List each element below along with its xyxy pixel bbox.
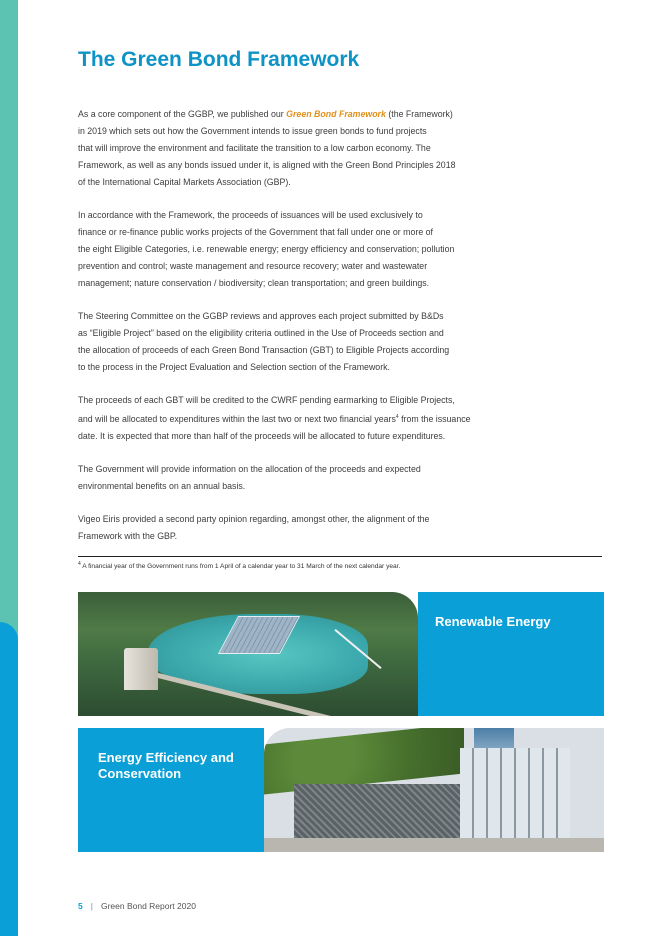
valve-tower xyxy=(124,648,158,690)
footnote-divider xyxy=(78,556,602,557)
paragraph-line: In accordance with the Framework, the proceeds of issuances will be used exclusively to xyxy=(78,209,423,220)
body-text xyxy=(78,106,518,561)
paragraph-5 xyxy=(78,461,518,495)
paragraph-line: The proceeds of each GBT will be credited to the CWRF pending earmarking to Eligible Projects, xyxy=(78,394,455,405)
renewable-energy-tile xyxy=(418,592,604,716)
paragraph-line: to the process in the Project Evaluation and Selection section of the Framework. xyxy=(78,361,390,372)
footnote-text: A financial year of the Government runs from 1 April of a calendar year to 31 March of the next calendar year. xyxy=(80,563,401,571)
paragraph-line xyxy=(78,409,518,428)
paragraph-line: the eight Eligible Categories, i.e. renewable energy; energy efficiency and conservation; pollution xyxy=(78,243,455,254)
paragraph-6 xyxy=(78,511,518,545)
footnote-reference[interactable]: 4 xyxy=(395,413,399,420)
paragraph-line: of the International Capital Markets Association (GBP). xyxy=(78,176,291,187)
paragraph-line: in 2019 which sets out how the Government intends to issue green bonds to fund projects xyxy=(78,125,427,136)
paragraph-line: The Steering Committee on the GGBP reviews and approves each project submitted by B&Ds xyxy=(78,310,444,321)
footnote xyxy=(78,561,400,570)
paragraph-line: environmental benefits on an annual basis. xyxy=(78,480,246,491)
green-building-photo xyxy=(264,728,604,852)
paragraph-line xyxy=(78,106,518,123)
paragraph-3 xyxy=(78,308,518,376)
paragraph-line: Framework with the GBP. xyxy=(78,531,178,541)
paragraph-line: that will improve the environment and facilitate the transition to a low carbon economy. The xyxy=(78,142,431,153)
text-run: (the Framework) xyxy=(385,109,453,119)
paragraph-line: the allocation of proceeds of each Green Bond Transaction (GBT) to Eligible Projects according xyxy=(78,344,450,355)
side-accent-blue xyxy=(0,622,18,936)
text-run: from the issuance xyxy=(398,413,471,424)
paragraph-line: The Government will provide information on the allocation of the proceeds and expected xyxy=(78,463,421,474)
text-run: and will be allocated to expenditures within the last two or next two financial years xyxy=(78,413,396,424)
energy-efficiency-tile xyxy=(78,728,264,852)
glass-facade xyxy=(460,748,570,838)
paragraph-1 xyxy=(78,106,518,191)
energy-efficiency-label xyxy=(98,750,234,782)
page-number: 5 xyxy=(78,901,83,911)
page-footer xyxy=(78,901,196,911)
report-title: Green Bond Report 2020 xyxy=(100,901,196,911)
facade-mesh xyxy=(294,784,464,844)
paragraph-line: prevention and control; waste management and resource recovery; water and wastewater xyxy=(78,260,428,271)
paragraph-4 xyxy=(78,392,518,445)
energy-efficiency-label-line-2: Conservation xyxy=(98,766,182,781)
paragraph-line: Framework, as well as any bonds issued under it, is aligned with the Green Bond Principles 2018 xyxy=(78,159,456,170)
paragraph-line: Vigeo Eiris provided a second party opinion regarding, amongst other, the alignment of the xyxy=(78,514,430,525)
side-accent-teal xyxy=(0,0,18,640)
renewable-energy-label: Renewable Energy xyxy=(435,614,551,629)
footer-separator: | xyxy=(90,901,93,911)
pavement xyxy=(264,838,604,852)
text-run: As a core component of the GGBP, we published our xyxy=(78,109,287,119)
paragraph-line: finance or re-finance public works projects of the Government that fall under one or more of xyxy=(78,226,433,237)
paragraph-2 xyxy=(78,207,518,292)
paragraph-line: date. It is expected that more than half of the proceeds will be allocated to future expenditures. xyxy=(78,430,446,441)
floating-solar-photo xyxy=(78,592,418,716)
paragraph-line: as “Eligible Project” based on the eligibility criteria outlined in the Use of Proceeds section and xyxy=(78,327,444,338)
framework-link[interactable]: Green Bond Framework xyxy=(286,109,386,119)
page-title: The Green Bond Framework xyxy=(78,48,360,71)
energy-efficiency-label-line-1: Energy Efficiency and xyxy=(98,750,234,765)
footnote-mark: 4 xyxy=(78,561,81,567)
paragraph-line: management; nature conservation / biodiversity; clean transportation; and green buildings. xyxy=(78,277,430,288)
